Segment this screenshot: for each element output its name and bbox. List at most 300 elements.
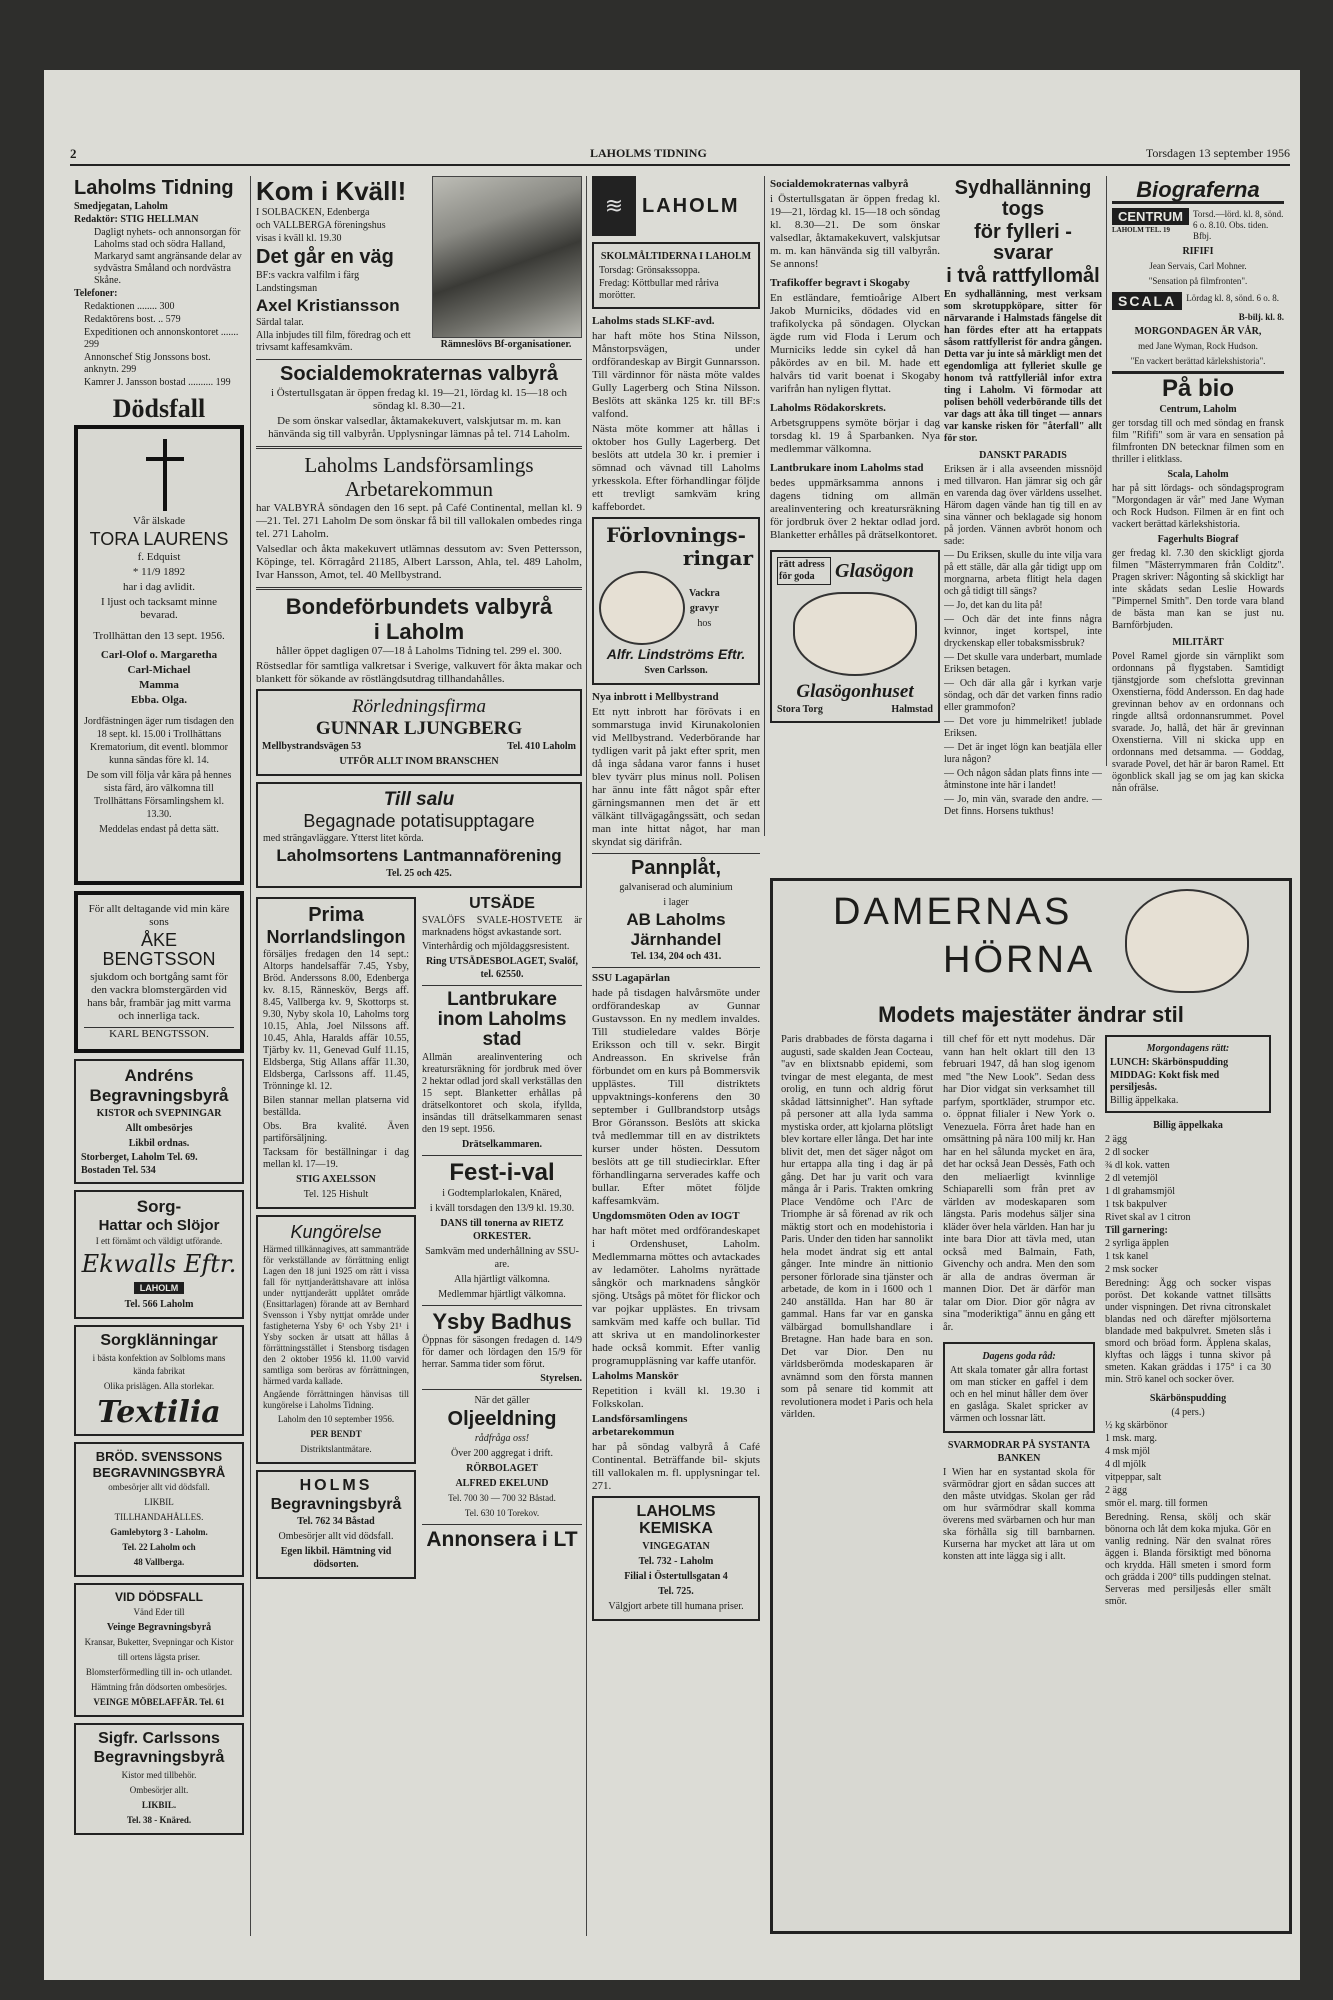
article-text: ger fredag kl. 7.30 den skickligt gjorda filmen "Mästerrymmaren från Colditz". Pragen skriver: Någonting så skickligt har inte skådats sedan Leslie Howards "Pimpernel Smith". Den torde vara bland de bästa man kan se just nu. Barnförbjuden. [1112,548,1284,632]
article-title: Nya inbrott i Mellbystrand [592,690,719,703]
ad-line: Tel. 762 34 Båstad [297,1516,375,1528]
death-notice-laurens [74,425,244,885]
ad-logo-text: Ekwalls Eftr. [81,1250,237,1279]
column-2 [256,176,582,1585]
ad-line: Ring UTSÄDESBOLAGET, Svalöf, tel. 62550. [425,955,579,980]
ad-title: LAHOLMS KEMISKA [636,1503,716,1538]
ad-kungorelse [256,1215,416,1464]
box-line: MIDDAG: Kokt fisk med persiljesås. [1110,1070,1220,1094]
ad-line: gravyr [689,602,719,614]
ad-line: Välgjort arbete till humana priser. [608,1600,744,1612]
ad-line: i bästa konfektion av Solbloms mans kända fabrikat [92,1353,226,1377]
ad-laholms-kemiska [592,1496,760,1621]
page-header [70,146,1290,166]
ad-kom-i-kvall [256,176,582,355]
recipe-ingredient: 2 syrliga äpplen [1105,1238,1169,1250]
recipe-ingredient: 2 msk socker [1105,1264,1158,1276]
notice-line: Meddelas endast på detta sätt. [99,824,219,836]
ad-line: Vänd Eder till [133,1607,185,1618]
ad-line: KISTOR och SVEPNINGAR [96,1107,222,1119]
article-text: bedes uppmärksamma annons i dagens tidning om allmän arealinventering och kreatursräkning för jordbruk över 2 hektar odlad jord. Blanketter erhålles på drätselkontoret. [770,477,940,541]
ad-line: rätt adress för goda [777,557,831,585]
ad-title: Hattar och Slöjor [98,1216,220,1234]
masthead-line: Expeditionen och annonskontoret ....... 299 [84,327,239,350]
ad-text: De som önskar valsedlar, åktamakekuvert, valskjutsar m. m. kan hänvända sig till valbyrån. Upplysningar lämnas på tel. 714 Laholm. [268,415,570,441]
masthead-line: Redaktörens bost. .. 579 [84,314,181,325]
ad-line: Alla inbjudes till film, föredrag och ett trivsamt kaffesamkväm. [256,330,411,354]
divider [422,1389,582,1390]
article-text: — Det vore ju himmelriket! jublade Eriksen. [944,716,1102,739]
ad-line: Egen likbil. Hämtning vid dödsorten. [280,1546,392,1571]
ad-title: Kungörelse [290,1221,382,1242]
ad-annonsera: Annonsera i LT [426,1527,578,1551]
cinema-line: Torsd.—lörd. kl. 8, sönd. 6 o. 8.10. Obs. tiden. Bfbj. [1193,209,1284,242]
ad-line: Särdal talar. [256,317,304,329]
column-4 [770,176,940,836]
article-title: Ungdomsmöten Oden av IOGT [592,1210,740,1223]
divider [256,359,582,360]
ad-line: TILLHANDAHÅLLES. [114,1512,204,1523]
ad-title: Järnhandel [630,929,722,949]
cinema-line: Jean Servais, Carl Mohner. [1149,261,1247,272]
ad-line: Hämtning från dödsorten ombesörjes. [91,1682,227,1693]
ad-ekwalls [74,1190,244,1320]
ad-line: Ombesörjer allt. [129,1784,189,1795]
ad-line: hos [697,617,712,629]
section-title-dodsfall: Dödsfall [112,394,206,423]
ad-line: Tel. 700 30 — 700 32 Båstad. [448,1492,556,1503]
ad-text: har VALBYRÅ söndagen den 16 sept. på Café Continental, mellan kl. 9—21. Tel. 271 Laholm De som önskar få bil till vallokalen ombedes ringa tel. 271 Laholm. [256,502,582,541]
ad-line: Kransar, Buketter, Svepningar och Kistor [84,1637,234,1648]
notice-line: KARL BENGTSSON. [84,1027,234,1041]
ad-line: Stora Torg [777,703,823,715]
film-title: RIFIFI [1182,246,1214,258]
ad-line: och VALLBERGA föreningshus [256,220,386,232]
article-text: — Det är inget lögn kan beatjäla eller lura någon? [944,742,1102,765]
article-text: Povel Ramel gjorde sin värnplikt som ordonnans på flygstaben. Samtidigt tjänstgjorde som chefslotta grevinnan Oxenstierna, född Andersson. En dag hade grevinnan behov av en ordonnans och ringde alltså ordonnansrummet. Povel svarade. Jo, hallå, det här är grevinnan Oxenstierna. Vill ni skicka upp en ordonnans med detsamma. — Goddag, svarade Povel, det här är baron Ramel. Ett ögonblick skall jag se om jag kan skicka nån ofrälse. [1112,651,1284,795]
ad-line: Samkväm med underhållning av SSU-are. [425,1245,579,1270]
ad-line: visas i kväll kl. 19.30 [256,233,342,245]
ad-line: Filial i Östertullsgatan 4 [624,1570,728,1582]
ad-line: Tel. 410 Laholm [507,741,576,753]
ad-line: DANS till tonerna av RIETZ ORKESTER. [440,1217,564,1242]
ad-line: i kväll torsdagen den 13/9 kl. 19.30. [429,1202,575,1214]
article-text: — Och någon sådan plats finns inte — åtminstone inte här i landet! [944,768,1102,791]
masthead-line: Smedjegatan, Laholm [74,201,168,212]
notice-line: sjukdom och bortgång samt för den vackra blomstergärden vid hans bår, frambär jag mitt varma och innerliga tack. [87,971,231,1023]
article-text: En sydhallänning, mest verksam som skrotuppköpare, sitter för närvarande i Halmstads fängelse dit han fördes efter att ha ertappats såsom rattfyllerist för andra gången. Detta var ju inte så märkligt men det egendomliga att fylleriet skulle ge honom två rattfylleriål infor extra ting i Laholm. Vi förmodar att polisen behöll vederbörande tills det var dags att åka till tinget — annars var kanske risken för "återfall" allt för stor. [944,289,1102,444]
ad-title: Lantbrukare inom Laholms stad [437,988,567,1050]
divider [422,1305,582,1306]
notice-line: Jordfästningen äger rum tisdagen den 18 sept. kl. 15.00 i Trollhättans Krematorium, dit eventl. blommor kunna sändas före kl. 14. [84,716,234,767]
speaker-name: Axel Kristiansson [256,296,400,316]
ad-line: När det gäller [474,1394,530,1406]
ad-title: Sorgklänningar [100,1332,218,1350]
thanks-notice-bengtsson [74,891,244,1053]
portrait-photo [432,176,582,338]
article-text: — Och där alla går i kyrkan varje söndag, och där det varken finns radio eller grammofon? [944,678,1102,713]
ad-title: Begravningsbyrå [270,1495,402,1513]
ad-textilia [74,1325,244,1436]
ad-title: Prima [308,903,364,926]
article-text: — Det skulle vara underbart, mumlade Eriksen betagen. [944,652,1102,675]
deceased-name: TORA LAURENS [89,529,229,550]
article-text: ger torsdag till och med söndag en fransk film "Rififi" som är vara en sensation på filmfronten DN betecknar filmen som en thriller i elitklass. [1112,418,1284,466]
ad-line: ALFRED EKELUND [455,1477,549,1489]
article-text: — Jo, det kan du lita på! [944,600,1043,611]
section-title: DAMERNAS [833,891,1073,933]
recipe-ingredient: 4 msk mjöl [1105,1446,1151,1458]
ad-logo-text: Textilia [97,1395,221,1431]
ad-line: Tel. 732 - Laholm [638,1555,714,1567]
ad-text: Vinterhårdig och mjöldaggsresistent. [422,940,570,952]
cinema-line: "En vackert berättad kärlekshistoria". [1112,355,1284,374]
ad-line: Tel. 134, 204 och 431. [630,951,722,963]
recipe-text: Beredning. Rensa, skölj och skär bönorna och låt dem koka mjuka. Gör en vanlig redning. När den svalnat röres äggen i. Blanda försiktigt med bönorna och krydda. Häll smeten i smord form och grädda i 200° tills puddingen stelnat. Serveras med persiljesås eller smält smör. [1105,1512,1271,1608]
article-subtitle: Centrum, Laholm [1159,404,1237,416]
article-headline: för fylleri - svarar [974,221,1072,264]
couple-illustration [599,571,685,645]
box-line: LUNCH: Skärbönspudding [1110,1057,1229,1069]
ad-line: UTFÖR ALLT INOM BRANSCHEN [339,756,499,768]
cinema-line: med Jane Wyman, Rock Hudson. [1138,341,1258,352]
recipe-ingredient: 2 ägg [1105,1485,1127,1497]
divider [422,985,582,986]
ad-line: I ett förnämt och väldigt utförande. [95,1236,223,1247]
ad-till-salu [256,782,582,888]
box-line: Billig äppelkaka. [1110,1095,1179,1107]
article-title: SVARMODRAR PÅ SYSTANTA BANKEN [947,1440,1091,1465]
ad-fest-i-val [422,1160,582,1301]
box-title: Dagens goda råd: [982,1351,1056,1363]
ad-line: Tel. 22 Laholm och [122,1542,196,1553]
recipe-ingredient: (4 pers.) [1171,1407,1205,1419]
ad-title: Oljeeldning [447,1407,557,1430]
recipe-text: Beredning: Ägg och socker vispas poröst. Det kokande vattnet tillsätts under vispningen. Det rivna citronskalet blandas ned och därefter mjölsorterna blandade med bakpulvret. Smeten slås i smord och bröad form. Äpplena skalas, klyftas och läggs i tunna skivor på smeten. Kakan gräddas i 175° i ca 30 min. Strö kanel och socker över. [1105,1278,1271,1386]
ad-title: Glasögon [835,559,914,582]
ad-line: Allt ombesörjes [125,1122,193,1134]
ad-norrlandslingon [256,897,416,1209]
article-title: Socialdemokraternas valbyrå [770,178,909,190]
ad-line: Gamlebytorg 3 - Laholm. [110,1527,208,1538]
masthead-line: Telefoner: [74,288,118,299]
box-line: Torsdag: Grönsakssoppa. [599,265,700,276]
ad-title: Till salu [383,789,455,811]
ad-text: Tacksam för beställningar i dag mellan kl. 17—19. [263,1146,409,1170]
recipe-ingredient: Rivet skal av 1 citron [1105,1212,1191,1224]
notice-line: För allt deltagande vid min käre sons [88,903,230,929]
ad-line: Över 200 aggregat i drift. [451,1447,553,1459]
section-title: HÖRNA [943,939,1096,981]
ad-title: ringar [682,546,753,570]
recipe-ingredient: 1 tsk bakpulver [1105,1199,1167,1211]
ad-line: STIG AXELSSON [296,1173,376,1185]
film-title: MORGONDAGEN ÄR VÅR, [1134,326,1262,338]
cinema-name: SCALA [1112,292,1182,310]
ad-line: Bostaden Tel. 534 [81,1164,156,1176]
article-text: — Jo, min vän, svarade den andre. — Det finns. Horsens tukthus! [944,794,1102,817]
logo-text: LAHOLM [642,194,740,217]
article-text: — Och där det inte finns några kvinnor, inget kortspel, inte dryckenskap eller tobaksmissbruk? [944,614,1102,649]
article-headline: Modets majestäter ändrar stil [878,1002,1184,1027]
ad-title: BEGRAVNINGSBYRÅ [92,1464,226,1480]
ad-line: Tel. 125 Hishult [303,1188,369,1200]
recipe-ingredient: 1 dl grahamsmjöl [1105,1186,1175,1198]
section-title-biograferna: Biograferna [1112,178,1284,204]
article-text: Eriksen är i alla avseenden missnöjd med tillvaron. Han jämrar sig och går en varenda dag över världens usselhet. Härom dagen vände han tig till en av sina vänner och beklagade sig honom på jorden. Vännen avbröt honom och sade: [944,464,1102,547]
page-number: 2 [70,146,77,161]
recipe-ingredient: 1 msk. marg. [1105,1433,1158,1445]
masthead-line: Kamrer J. Jansson bostad .......... 199 [84,377,231,388]
recipe-title: Billig äppelkaka [1153,1120,1223,1132]
section-title-pa-bio: På bio [1161,375,1234,403]
masthead-line: Annonschef Stig Jonssons bost. anknytn. 299 [84,352,211,375]
ad-line: Alla hjärtligt välkomna. [454,1273,550,1285]
recipe-ingredient: 2 dl vetemjöl [1105,1173,1158,1185]
ad-line: VINGEGATAN [642,1540,710,1552]
ad-line: Mellbystrandsvägen 53 [262,741,362,753]
cinema-line: Lördag kl. 8, sönd. 6 o. 8. [1186,293,1279,304]
ad-title: Laholmsortens Lantmannaförening [276,846,562,866]
ad-title: Arbetarekommun [344,477,494,502]
ad-line: Rämneslövs Bf-organisationer. [440,339,572,350]
ad-title: Fest-i-val [449,1158,555,1186]
laholm-logo [592,176,760,236]
recipe-ingredient: Till garnering: [1105,1225,1168,1237]
divider [422,1155,582,1156]
notice-line: Trollhättan den 13 sept. 1956. [93,630,225,643]
ad-text: SVALÖFS SVALE-HOSTVETE är marknadens högst avkastande sort. [422,914,582,938]
ad-line: LAHOLM [134,1282,185,1294]
ad-line: Laholm den 10 september 1956. [277,1413,395,1424]
recipe-ingredient: smör el. marg. till formen [1105,1498,1208,1510]
ad-lantbrukare [422,990,582,1151]
notice-line: * 11/9 1892 [132,566,186,579]
ad-glasogonhuset [770,550,940,723]
ad-line: ombesörjer allt vid dödsfall. [108,1482,210,1493]
box-title: SKOLMÅLTIDERNA I LAHOLM [600,251,752,262]
ad-line: Storberget, Laholm Tel. 69. [81,1151,198,1163]
column-1 [74,176,244,1841]
recipe-ingredient: 2 ägg [1105,1134,1127,1146]
issue-date: Torsdagen 13 september 1956 [1145,146,1290,160]
article-headline: Sydhallänning togs [954,177,1092,220]
article-text: i Östertullsgatan är öppen fredag kl. 19—21, lördag kl. 15—18 och söndag kl. 8.30—21. De som önskar valsedlar, åktamakekuvert, valskjutsar m. m. kan hänvända sig till valbyrån. Se annons! [770,193,940,270]
article-headline: i två rattfyllomål [946,265,1100,287]
article-title: MILITÄRT [1172,637,1224,649]
ad-line: Drätselkammaren. [461,1138,543,1150]
deceased-name: ÅKE BENGTSSON [102,930,216,970]
ad-title: Begravningsbyrå [89,1085,229,1105]
article-text: Arbetsgruppens symöte börjar i dag torsdag kl. 19 å Sparbanken. Nya medlemmar välkomna. [770,417,940,455]
box-title: Morgondagens rätt: [1146,1043,1230,1055]
box-text: Att skala tomater går allra fortast om man sticker en gaffel i dem och en hel minut håller dem över en gaslåga. Skalet spricker av värmen och lossnar lätt. [950,1365,1088,1425]
ad-line: i Godtemplarlokalen, Knäred, [442,1187,562,1199]
article-title: Trafikoffer begravt i Skogaby [770,277,910,289]
box-dagens-rad [943,1342,1095,1433]
article-text: Paris drabbades de första dagarna i augusti, sade skalden Jean Cocteau, "av en blixtsnabb epidemi, som tvingar de mest eleganta, de mest orolig, en tunn och aldrig förut skådad lättsinnighet". Han syftade på personer att alla lyda samma mystiska order, att kjolarna plötsligt blev kortare eller långa. Det har inte blivit det, men det säger något om hur ertappa alla ting i dag är på gång. Det har ju varit och vara många år i Paris. Trakten omkring Place Vendôme och l'Arc de Triomphe är så förenad av rik och mäktig stort och en modehistoria i Paris. Under den tiden har sannolikt hela modet ändrat sig ett antal gånger. Inte mindre än nittionio personer förlorade sina tjänster och arbetade, de kom in i 1600 och 1 240 anställda. Han har 80 är gammal. Hans far var en ganska välbärgad bomullshandlare i Bretagne. Han hade bara en son. Det var Dior. Den nu världsberömda modeskaparen är avnämnd som den första mannen som på senare tid kommit att revolutionera modet i Paris och hela världen. [781,1034,933,1421]
masthead [74,178,244,389]
ad-veinge [74,1583,244,1717]
paper-name: LAHOLMS TIDNING [590,146,707,160]
ad-carlssons [74,1723,244,1835]
ad-ysby-badhus [422,1310,582,1385]
ad-line: Distriktslantmätare. [300,1443,372,1454]
recipe-ingredient: 1 tsk kanel [1105,1251,1149,1263]
article-subtitle: Fagerhults Biograf [1157,534,1239,546]
ad-title: Rörledningsfirma [351,696,487,718]
article-text: har på sitt lördags- och söndagsprogram "Morgondagen är vår" med Jane Wyman och Rock Hudson. Filmen är en fint och vackert berättad kärlekshistoria. [1112,483,1284,531]
ad-title: BRÖD. SVENSSONS [95,1449,223,1465]
ad-line: Tel. 25 och 425. [386,867,452,879]
recipe-ingredient: 2 dl socker [1105,1147,1149,1159]
cinema-scala [1112,292,1284,310]
ad-title: AB Laholms [626,909,726,929]
article-title: Lantbrukare inom Laholms stad [770,462,924,474]
ad-line: Ombesörjer allt vid dödsfall. [278,1531,394,1543]
article-subtitle: Scala, Laholm [1167,469,1229,481]
masthead-line: Redaktör: STIG HELLMAN [74,214,199,225]
notice-line: De som vill följa vår kära på hennes sista färd, äro välkomna till Trollhättans Församlingshem kl. 13.30. [86,770,232,821]
divider [592,853,760,854]
ad-utsade [422,896,582,981]
divider [592,967,760,968]
header-rule [70,164,1290,166]
damernas-horna-section [770,878,1292,1934]
woman-glasses-illustration [793,592,917,676]
ad-line: Vackra [689,587,720,599]
ad-line: PER BENDT [310,1428,362,1439]
article-title: Landsförsamlingens arbetarekommun [592,1413,688,1439]
ad-text: i Östertullsgatan är öppen fredag kl. 19—21, lördag kl. 15—18 och söndag kl. 8.30—21. [270,387,568,413]
masthead-line: Redaktionen ........ 300 [84,301,175,312]
ad-line: Landstingsman [256,283,318,295]
ad-line: med strängavläggare. Ytterst litet körda. [263,833,424,845]
notice-line: har i dag avlidit. [122,581,196,594]
masthead-line: Dagligt nyhets- och annonsorgan för Laholms stad och södra Halland, Markaryd samt angränsande delar av sydvästra Småland och nordvästra Skåne. [94,227,242,286]
ad-text: håller öppet dagligen 07—18 å Laholms Tidning tel. 299 el. 300. [276,645,562,658]
divider [256,587,582,590]
recipe-ingredient: ½ kg skärbönor [1105,1420,1168,1432]
ad-line: I SOLBACKEN, Edenberga [256,207,370,219]
notice-line: Vår älskade [132,515,186,528]
recipe-ingredient: vitpeppar, salt [1105,1472,1162,1484]
article-title: DANSKT PARADIS [979,450,1067,461]
ad-line: Styrelsen. [540,1372,582,1384]
ad-title: Sorg- [136,1196,182,1216]
ad-line: 48 Vallberga. [133,1557,185,1568]
column-3 [592,176,760,1936]
notice-line: Carl-Olof o. Margaretha [100,649,218,662]
article-text: I Wien har en systantad skola för svärmödrar gjort en sådan succes att den måste utvidgas. Skolan ger råd om hur svärmödrar skall komma överens med svärbarnen och hur man ska förhålla sig till barnbarnen. Kurserna har mycket att lära ut om konsten att inte lägga sig i allt. [943,1467,1095,1563]
ad-title: Pannplåt, [630,856,721,879]
column-5 [944,176,1102,836]
ad-line: till ortens lägsta priser. [118,1652,200,1663]
recipe-title: Skärbönspudding [1149,1393,1227,1405]
ad-title: HOLMS [299,1476,373,1494]
ad-title: Begravningsbyrå [93,1748,225,1766]
ad-pannplat [592,858,760,964]
ad-title: Laholms Landsförsamlings [304,453,534,478]
ad-line: Sven Carlsson. [644,664,708,676]
ad-text: Bilen stannar mellan platserna vid beställda. [263,1094,409,1118]
ad-title: Bondeförbundets valbyrå [285,594,553,620]
ad-title: Andréns [124,1066,194,1086]
masthead-title: Laholms Tidning [74,177,234,199]
notice-line: I ljust och tacksamt minne bevarad. [100,596,218,622]
article-text: Nästa möte kommer att hållas i oktober hos Gully Lagerberg. Det beslöts att utdela 30 kr. i premier i sömnad och vävnad till Laholms yrkesskola. Efter förhandlingar följde ett trevligt samkväm kring kaffebordet. [592,423,760,513]
ad-line: Blomsterförmedling till in- och utlandet. [85,1667,233,1678]
ad-title: Kom i Kväll! [256,176,407,206]
article-text: Ett nytt inbrott har förövats i en sommarstuga invid Kirunakolonien vid Mellbystrand. Vederbörande har tydligen varit på jakt efter sprit, men då inga sådana varor fanns i huset blev tyvärr plus minus noll. Polisen har ännu inte fått något spår efter gärningsmannen men det är ett välkänt tillvägagångssätt, och sedan man inte hittat något, har man skyndat sig därifrån. [592,705,760,848]
ad-ljungberg [256,689,582,776]
article-title: SSU Lagapärlan [592,972,670,985]
ad-line: LIKBIL [144,1497,174,1508]
article-text: — Du Eriksen, skulle du inte vilja vara på ett ställe, där alla går tidigt upp om morgnarna, arbeta flitigt hela dagen och gå tidigt till sängs? [944,550,1102,597]
cross-icon [84,435,234,513]
ad-text: Härmed tillkännagives, att sammanträde för verkställande av förrättning enligt Lagen den 18 juni 1925 om rätt i vissa fall för nyttjanderättshavare att inlösa under nyttjanderätt upplåtet område (Ensittarlagen) förande att av Bernhard Svensson i Ysby nyttjat område under fastigheterna Ysby 6¹ och Ysby 21¹ i Ysby socken är utsatt att hållas å förrättningsstället i Stensborg tisdagen den 2 oktober 1956 kl. 11.00 varvid samtliga som beröras av förrättningen, härmed varda kallade. [263,1243,409,1386]
recipe-ingredient: 4 dl mjölk [1105,1459,1147,1471]
ad-line: Medlemmar hjärtligt välkomna. [438,1288,566,1300]
notice-line: Mamma [139,679,179,692]
article-text: till chef för ett nytt modehus. Där vann han helt oklart till den 13 februari 1947, då han slog igenom med "the New Look". Sedan dess har Dior vidgat sin verksamhet till parfym, sportkläder, strumpor etc. o. öppnat filialer i New York o. Venezuela. Förra året hade han en omsättning på nära 100 milj kr. Han har en hel sålunda mycket en ära, det har också Jean Dessès, Fath och den meliaerligt kvinnlige Schiaparelli som från pret av världen av modeskaparen som längsta. Paris modehus säljer sina kläder över hela världen. Han har ju inte bara Dior att tävla med, utan också med Balmain, Fath, Givenchy och andra. Men den som är alla de andras överman är mannen Dior. Det är därför man talar om Dior. Dior gör några av sina "moderiktiga" ännu en gång ett år. [943,1034,1095,1333]
article-text: hade på tisdagen halvårsmöte under ordförandeskap av Gunnar Gustavsson. En ny medlem invaldes. Till studieledare valdes Börje Eriksson och till v. sekr. Birgit Andreasson. En skrivelse från förbundet om en kurs på Bommersvik upplästes. Till distriktets uppvaktnings-konferens den 30 september i Gullbrandstorp utsågs Bror Göransson. Beslöts att skicka två medlemmar till en av distriktets kurser under hösten. Dessutom beslöts att ge till studiecirklar. Efter förhandlingarna serverades kaffe och bullar. Efter mötet följde kaffesamkväm. [592,987,760,1208]
notice-line: f. Edquist [137,551,181,564]
column-6 [1112,176,1284,836]
ad-text: Obs. Bra kvalité. Även partiförsäljning. [263,1120,409,1144]
cinema-line: LAHOLM TEL. 19 [1112,226,1171,235]
column-rule [250,176,251,1936]
ad-text: Valsedlar och åkta makekuvert utlämnas dessutom av: Sven Pettersson, Köpinge, tel. Körragård 21185, Albert Larsson, Ahla, tel. 489 Laholm, Ivar Hansson, Amot, tel. 40 Mellbystrand. [256,543,582,582]
ad-andrens [74,1059,244,1184]
ad-line: Tel. 566 Laholm [124,1299,194,1311]
article-text: har på söndag valbyrå å Café Continental. Beträffande bil- skjuts till vallokalen m. fl. upplysningar tel. 271. [592,1441,760,1493]
ad-line: rådfråga oss! [474,1432,530,1444]
ad-title: Ysby Badhus [432,1308,572,1334]
town-crest-icon: ≋ [592,176,636,236]
ad-line: RÖRBOLAGET [466,1462,538,1474]
article-text: En estländare, femtioårige Albert Jakob Murniciks, dödades vid en trafikolycka på söndagen. Olyckan ägde rum vid Floda i Lerum och Murniciks ledde sin cykel då han påkördes av en bil. M. hade ett halvårs tid varit boenat i Skogaby varifrån han nyligen flyttat. [770,292,940,395]
cinema-line: "Sensation på filmfronten". [1148,276,1248,287]
ad-line: VEINGE MÖBELAFFÄR. Tel. 61 [93,1697,225,1708]
ad-title: GUNNAR LJUNGBERG [315,718,523,740]
ad-line: Olika prislägen. Alla storlekar. [103,1381,215,1392]
ad-svenssons [74,1442,244,1577]
ad-line: galvaniserad och aluminium [619,881,733,893]
ad-holms [256,1470,416,1580]
article-text: har haft mötet med ordförandeskapet i Ordenshuset, Laholm. Medlemmarna möttes och avtackades av ledamöter. Laholms nyrättade sångkör och marknadens sångkör sjöng. Utsågs på mötet för flickor och var pojkar upplästes. En trivsam samkväm med kaffe och bullar. Tid att skriva ut en mandolinorkester hade också kommit. Efter vanlig programuppläsning var kaffe utanför. [592,1225,760,1368]
cinema-line: B-bilj. kl. 8. [1238,312,1284,323]
column-rule [586,176,587,1936]
ad-line: Tel. 630 10 Torekov. [464,1507,540,1518]
ad-line: Halmstad [891,703,933,715]
box-line: Fredag: Köttbullar med råriva morötter. [599,278,719,301]
ad-title: VID DÖDSFALL [114,1590,203,1605]
notice-line: Carl-Michael [127,664,191,677]
ad-line: Tel. 725. [658,1585,694,1597]
ad-text: Röstsedlar för samtliga valkretsar i Sverige, valkuvert för åkta makar och blankett för sökande av röstlängdsutdrag tillhandahålles. [256,660,582,686]
ad-forlovningsringar [592,517,760,685]
ad-line: Likbil ordnas. [128,1137,190,1149]
ad-line: i lager [663,896,689,908]
article-title: Laholms Rödakorskrets. [770,402,886,414]
column-rule [1106,176,1107,766]
ad-oljeeldning [422,1394,582,1520]
ad-title: Norrlandslingon [266,926,406,947]
ad-title: Socialdemokraternas valbyrå [280,363,558,386]
ad-text: Allmän arealinventering och kreatursräkning för jordbruk med över 2 hektar odlad jord skall verkställas den 15 sept. Blanketter erhållas på drätselkontoret och skola, ifyllda, insändas till drätselkammaren senast den 19 sept. 1956. [422,1051,582,1135]
ad-text: Öppnas för säsongen fredagen d. 14/9 för damer och lördagen den 15/9 för herrar. Samma tider som förut. [422,1334,582,1370]
